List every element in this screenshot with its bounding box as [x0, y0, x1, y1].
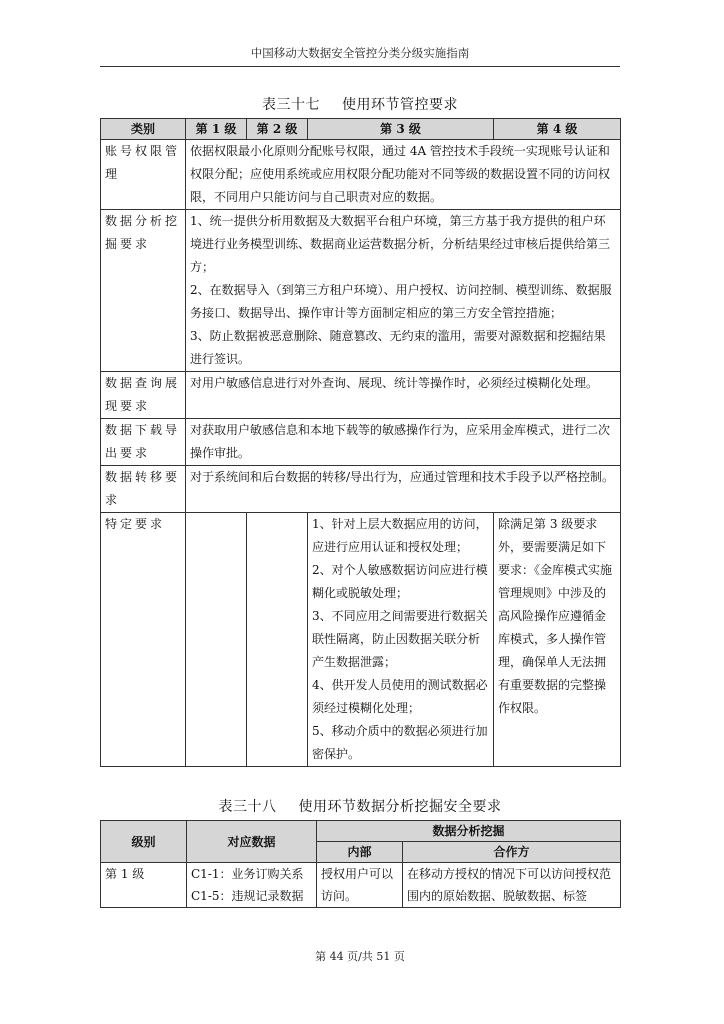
row-category: 特定要求	[101, 513, 186, 767]
internal-cell: 授权用户可以访问。	[317, 863, 403, 908]
header-rule	[100, 66, 620, 67]
col-header-level-2: 第 2 级	[247, 119, 308, 140]
row-category: 数据下载导出要求	[101, 419, 186, 466]
row-content: 对于系统间和后台数据的转移/导出行为，应通过管理和技术手段予以严格控制。	[186, 466, 621, 513]
col-header-group: 数据分析挖掘	[317, 821, 621, 842]
table-row	[101, 419, 621, 466]
row-category: 数据查询展现要求	[101, 372, 186, 419]
partner-cell: 在移动方授权的情况下可以访问授权范围内的原始数据、脱敏数据、标签	[403, 863, 621, 908]
table-row	[101, 372, 621, 419]
caption-number: 表三十七	[262, 97, 320, 113]
row-content: 对获取用户敏感信息和本地下载等的敏感操作行为，应采用金库模式，进行二次操作审批。	[186, 419, 621, 466]
table-header-row	[101, 119, 621, 140]
table-row	[101, 210, 621, 372]
col-header-level-3: 第 3 级	[308, 119, 494, 140]
data-item: C1-5：违规记录数据	[191, 889, 304, 903]
caption-title: 使用环节管控要求	[342, 97, 458, 113]
row-content: 依据权限最小化原则分配账号权限，通过 4A 管控技术手段统一实现账号认证和权限分配；应使用系统或应用权限分配功能对不同等级的数据设置不同的访问权限，不同用户只能访问与自己职责对应的数据。	[186, 140, 621, 210]
list-item: 4、供开发人员使用的测试数据必须经过模糊化处理；	[312, 678, 488, 715]
level-1-cell	[186, 513, 247, 767]
table-38-caption	[100, 796, 620, 816]
caption-title: 使用环节数据分析挖掘安全要求	[298, 799, 502, 815]
col-header-level: 级别	[101, 821, 187, 863]
col-header-category: 类别	[101, 119, 186, 140]
row-content: 对用户敏感信息进行对外查询、展现、统计等操作时，必须经过模糊化处理。	[186, 372, 621, 419]
level-2-cell	[247, 513, 308, 767]
col-header-level-4: 第 4 级	[494, 119, 621, 140]
col-header-level-1: 第 1 级	[186, 119, 247, 140]
row-content	[186, 210, 621, 372]
col-header-data: 对应数据	[187, 821, 317, 863]
table-row	[101, 466, 621, 513]
page-footer: 第 44 页/共 51 页	[315, 950, 405, 963]
list-item: 3、防止数据被恶意删除、随意篡改、无约束的滥用，需要对源数据和挖掘结果进行签识。	[190, 329, 606, 366]
table-row	[101, 863, 621, 908]
row-category: 数据转移要求	[101, 466, 186, 513]
col-header-internal: 内部	[317, 842, 403, 863]
table-38	[100, 820, 621, 908]
row-category: 账号权限管理	[101, 140, 186, 210]
col-header-partner: 合作方	[403, 842, 621, 863]
table-37-caption	[100, 94, 620, 114]
table-header-row	[101, 821, 621, 842]
level-4-cell: 除满足第 3 级要求外，要需要满足如下要求：《金库模式实施管理规则》中涉及的高风险操作应遵循金库模式，多人操作管理，确保单人无法拥有重要数据的完整操作权限。	[494, 513, 621, 767]
table-37	[100, 118, 621, 767]
list-item: 5、移动介质中的数据必须进行加密保护。	[312, 724, 488, 761]
table-row	[101, 140, 621, 210]
list-item: 1、统一提供分析用数据及大数据平台租户环境，第三方基于我方提供的租户环境进行业务模型训练、数据商业运营数据分析，分析结果经过审核后提供给第三方；	[190, 214, 611, 274]
caption-number: 表三十八	[218, 799, 277, 815]
data-cell	[187, 863, 317, 908]
data-item: C1-1：业务订购关系	[191, 867, 304, 881]
page-header: 中国移动大数据安全管控分类分级实施指南	[250, 46, 470, 60]
list-item: 3、不同应用之间需要进行数据关联性隔离，防止因数据关联分析产生数据泄露；	[312, 609, 488, 669]
level-3-cell	[308, 513, 494, 767]
row-category: 数据分析挖掘要求	[101, 210, 186, 372]
table-row-special	[101, 513, 621, 767]
list-item: 2、在数据导入（到第三方租户环境）、用户授权、访问控制、模型训练、数据服务接口、数据导出、操作审计等方面制定相应的第三方安全管控措施；	[190, 283, 612, 320]
list-item: 2、对个人敏感数据访问应进行模糊化或脱敏处理；	[312, 563, 488, 600]
level-cell: 第 1 级	[101, 863, 187, 908]
list-item: 1、针对上层大数据应用的访问，应进行应用认证和授权处理；	[312, 517, 488, 554]
